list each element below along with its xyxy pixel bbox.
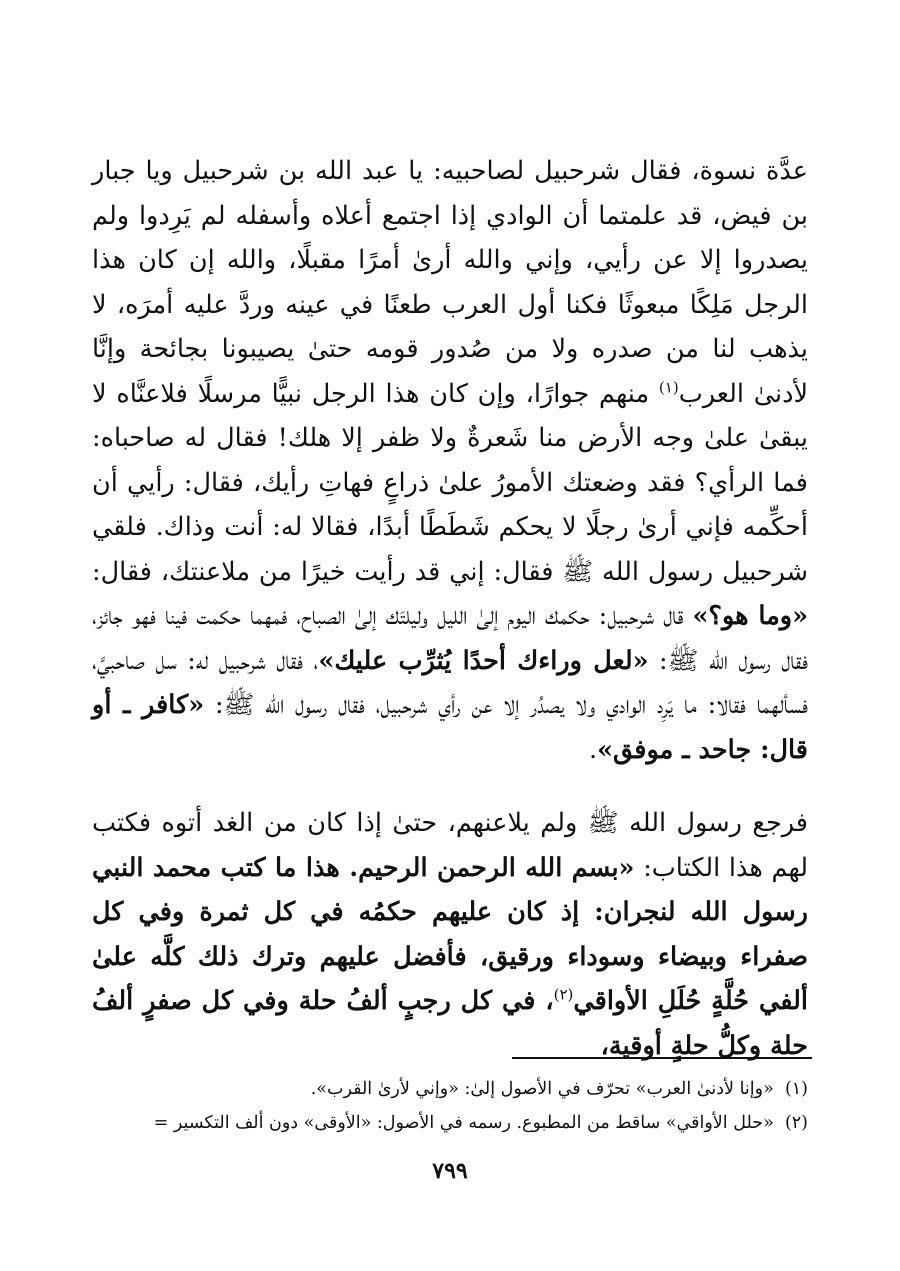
- main-paragraph-2: [92, 801, 808, 1068]
- page-number: ٧٩٩: [432, 1158, 468, 1184]
- footnote-number: (١): [784, 1079, 808, 1099]
- footnote-text: «وإنا لأدنىٰ العرب» تحرّف في الأصول إلىٰ: «وإني لأرىٰ القرب».: [310, 1079, 774, 1099]
- footnote-ref-1: (١): [658, 378, 679, 396]
- letter-quote: «بسم الله الرحمن الرحيم. هذا ما كتب محمد النبي رسول الله لنجران: إذ كان عليهم حكمُه في كل ثمرة وفي كل صفراء وبيضاء وسوداء ورقيق، فأفضل عليهم وترك ذلك كلَّه علىٰ ألفي حُلَّةٍ حُلَلِ الأواقي: [92, 852, 808, 1016]
- footnote-number: (٢): [784, 1113, 808, 1133]
- text-segment: .: [588, 734, 598, 765]
- text-segment: عدَّة نسوة، فقال شرحبيل لصاحبيه: يا عبد الله بن شرحبيل ويا جبار بن فيض، قد علمتما أن الوادي إذا اجتمع أعلاه وأسفله لم يَرِدوا ولم يصدروا إلا عن رأيي، وإني والله أرىٰ أمرًا مقبلًا، والله إن كان هذا الرجل مَلِكًا مبعوثًا فكنا أول العرب طعنًا في عينه وردَّ عليه أمرَه، لا يذهب لنا من صدره ولا من صُدور قومه حتىٰ يصيبونا بجائحة وإنَّا لأدنىٰ العرب: [92, 156, 808, 409]
- main-paragraph-1: [92, 149, 808, 772]
- footnote-text: «حلل الأواقي» ساقط من المطبوع. رسمه في الأصول: «الأوقى» دون ألف التكسير =: [153, 1113, 774, 1133]
- footnote-1: [92, 1076, 808, 1102]
- text-segment: ، فقال شرحبيل له: سل صاحبيَّ، فسألهما فقالا: ما يَرِد الوادي ولا يصدُر إلا عن رأي شرحبيل، فقال رسول الله ﷺ:: [92, 645, 809, 720]
- footnote-2: [92, 1110, 808, 1136]
- text-segment: فرجع رسول الله ﷺ ولم يلاعنهم، حتىٰ إذا كان من الغد أتوه فكتب لهم هذا الكتاب:: [92, 808, 808, 883]
- footnote-ref-2: (٢): [553, 985, 574, 1004]
- text-segment: منهم جوارًا، وإن كان هذا الرجل نبيًّا مرسلًا فلاعنَّاه لا يبقىٰ علىٰ وجه الأرض منا شَعرةٌ ولا ظفر إلا هلك! فقال له صاحباه: فما الرأي؟ فقد وضعتك الأمورُ علىٰ ذراعٍ فهاتِ رأيك، فقال: رأيي أن أحكِّمه فإني أرىٰ رجلًا لا يحكم شَطَطًا أبدًا، فقالا له: أنت وذاك. فلقي شرحبيل رسول الله ﷺ فقال: إني قد رأيت خيرًا من ملاعنتك، فقال:: [92, 378, 808, 587]
- text-segment: قال شرحبيل: حكمك اليوم إلىٰ الليل وليلتَك إلىٰ الصباح، فمهما حكمت فينا فهو جائز، فقال رسول الله ﷺ:: [92, 601, 808, 676]
- footnote-divider: [512, 1057, 812, 1059]
- prophet-quote: «لعل وراءك أحدًا يُثرِّب عليك»: [318, 645, 649, 676]
- prophet-quote: «كافر ـ أو قال: جاحد ـ موفق»: [92, 690, 808, 765]
- prophet-quote: «وما هو؟»: [692, 601, 809, 631]
- letter-quote: ، في كل رجبٍ ألفُ حلة وفي كل صفرٍ ألفُ حلة وكلُّ حلةٍ أوقية،: [92, 986, 808, 1061]
